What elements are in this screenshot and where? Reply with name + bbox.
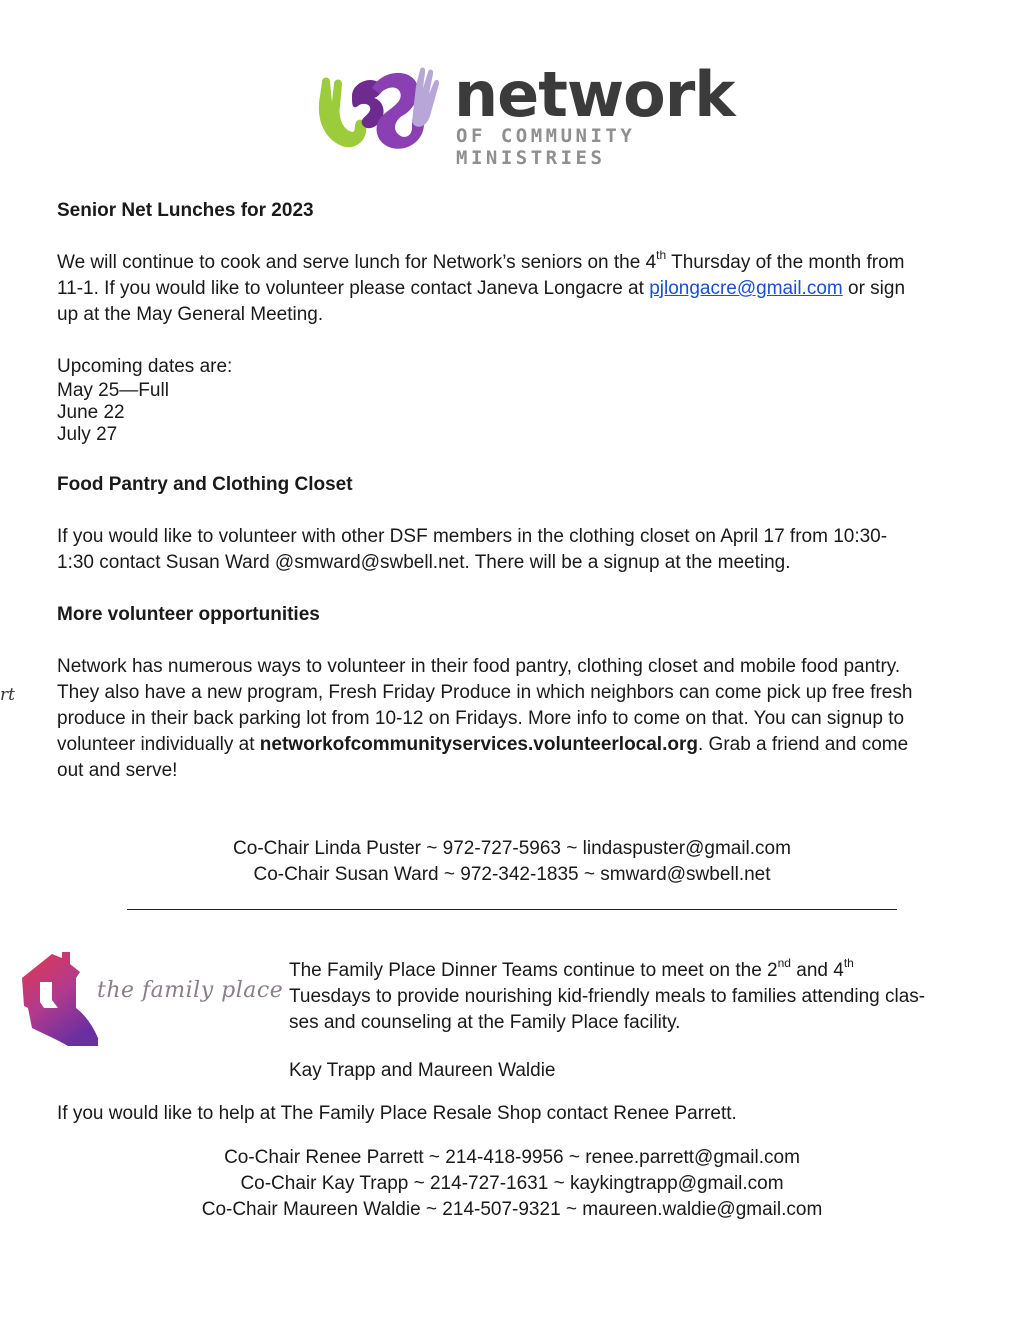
senior-line-1-a: We will continue to cook and serve lunch for Network’s seniors on the 4 [57,252,657,273]
hands-icon [312,66,452,152]
family-line-1-a: The Family Place Dinner Teams continue to meet on the 2 [289,960,778,981]
more-line-3: produce in their back parking lot from 10-12 on Fridays. More info to come on that. You can signup to [57,708,905,729]
margin-mark: rt [0,685,15,705]
family-line-3: ses and counseling at the Family Place facility. [289,1012,681,1033]
network-logo [312,58,752,169]
pantry-line-2: 1:30 contact Susan Ward @smward@swbell.net. There will be a signup at the meeting. [57,552,791,573]
family-line-1 [289,955,979,984]
pantry-paragraph [57,524,967,576]
network-cochairs [0,836,1024,888]
section-divider [127,909,897,910]
cochair-line: Co-Chair Susan Ward ~ 972-342-1835 ~ smward@swbell.net [253,864,771,885]
family-sup-1: nd [777,955,791,970]
more-line-5: out and serve! [57,760,178,781]
family-names: Kay Trapp and Maureen Waldie [289,1060,556,1081]
senior-sup: th [656,247,667,262]
senior-heading: Senior Net Lunches for 2023 [57,200,314,221]
senior-paragraph [57,247,967,328]
more-line-4 [57,732,967,758]
family-sup-2: th [843,955,854,970]
cochair-line: Co-Chair Renee Parrett ~ 214-418-9956 ~ renee.parrett@gmail.com [224,1147,800,1168]
cochair-line: Co-Chair Maureen Waldie ~ 214-507-9321 ~ maureen.waldie@gmail.com [201,1199,823,1220]
senior-line-1-b: Thursday of the month from [666,252,905,273]
more-line-4-a: volunteer individually at [57,734,260,755]
date-item: May 25—Full [57,380,169,401]
dates-list [57,380,967,446]
senior-line-3: up at the May General Meeting. [57,304,324,325]
family-line-1-b: and 4 [790,960,844,981]
family-paragraph [289,955,979,1036]
pantry-heading: Food Pantry and Clothing Closet [57,474,353,495]
senior-line-2-a: 11-1. If you would like to volunteer please contact Janeva Longacre at [57,278,650,299]
more-heading: More volunteer opportunities [57,604,320,625]
more-line-2: They also have a new program, Fresh Friday Produce in which neighbors can come pick up free fresh [57,682,913,703]
date-item: July 27 [57,424,118,445]
family-place-logo [18,948,284,1050]
senior-line-1 [57,247,967,276]
more-line-1: Network has numerous ways to volunteer in their food pantry, clothing closet and mobile food pantry. [57,656,901,677]
more-paragraph [57,654,967,784]
resale-line: If you would like to help at The Family Place Resale Shop contact Renee Parrett. [57,1103,737,1124]
network-logo-subtitle: OF COMMUNITY MINISTRIES [456,125,636,169]
cochair-line: Co-Chair Linda Puster ~ 972-727-5963 ~ lindaspuster@gmail.com [233,838,791,859]
more-line-4-b: . Grab a friend and come [697,734,909,755]
family-cochairs [0,1145,1024,1223]
family-line-2: Tuesdays to provide nourishing kid-friendly meals to families attending clas- [289,986,926,1007]
senior-line-2 [57,276,967,302]
volunteer-site: networkofcommunityservices.volunteerlocal.org [259,734,698,755]
family-place-logo-word: the family place [97,978,284,1003]
senior-line-2-b: or sign [842,278,906,299]
dates-label: Upcoming dates are: [57,356,233,377]
network-logo-word: network [454,58,735,131]
date-item: June 22 [57,402,125,423]
pantry-line-1: If you would like to volunteer with other DSF members in the clothing closet on April 17 from 10:30- [57,526,888,547]
janeva-email-link[interactable]: pjlongacre@gmail.com [649,278,843,299]
cochair-line: Co-Chair Kay Trapp ~ 214-727-1631 ~ kaykingtrapp@gmail.com [240,1173,784,1194]
